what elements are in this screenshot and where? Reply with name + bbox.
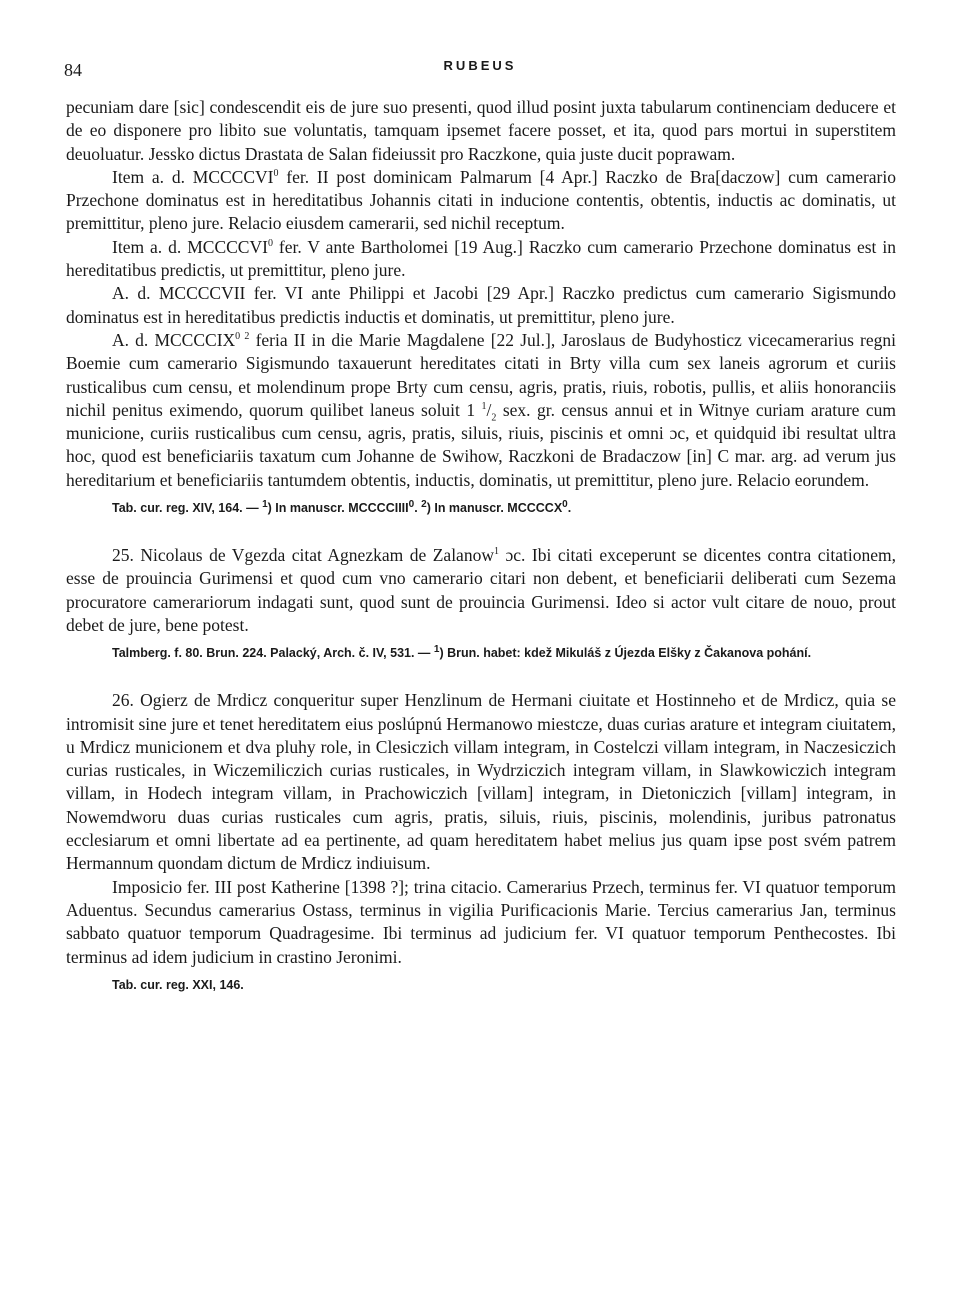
paragraph: Imposicio fer. III post Katherine [1398 ?]; trina citacio. Camerarius Przech, terminus fer. VI quatuor temporum Aduentus. Secundus camerarius Ostass, terminus in vigilia Purificacionis Marie. Tercius camerarius Jan, terminus sabbato quatuor temporum Quadragesime. Ibi terminus ad judicium fer. VI quatuor temporum Penthecostes. Ibi terminus ad idem judicium in crastino Jeronimi. (66, 876, 896, 967)
paragraph: pecuniam dare [sic] condescendit eis de jure suo presenti, quod illud posint juxta tabularum continenciam deducere et de eo disponere pro libito sue voluntatis, tamquam ipsemet facere posset, et ita, quod pars mortui in superstitem deuoluatur. Jessko dictus Drastata de Salan fideiussit pro Raczkone, quia juste ducit poprawam. (66, 97, 896, 164)
section-gap (66, 663, 896, 689)
page-body (66, 96, 896, 995)
paragraph: 26. Ogierz de Mrdicz conqueritur super Henzlinum de Hermani ciuitate et Hostinneho et de Mrdicz, quia se intromisit sine jure et tenet hereditatem eius poslúpnú Hermanowo miestcze, duas curias arature et integram ciuitatem, u Mrdicz municionem et dva pluhy role, in Clesiczich villam integram, in Costelczi villam integram, in Naczesiczich curias rusticales, in Wiczemiliczich curias rusticales, in Wydrziczich integram villam, in Slawkowiczich integram villam, in Hodech integram villam, in Prachowiczich [villam] integram, in Dietoniczich [villam] integram, in Nowemdworu duas curias rusticales cum agris, pratis, siluis, riuis, piscinis, molendinis, juribus patronatus ecclesiarum et omni libertate ad ea pertinente, ad quam hereditatem habet melius jus quam ipse post svém patrem Hermannum quondam dictum de Mrdicz indiuisum. (66, 690, 896, 874)
section-gap (66, 518, 896, 544)
paragraph: A. d. MCCCCVII fer. VI ante Philippi et Jacobi [29 Apr.] Raczko predictus cum camerario Sigismundo dominatus est in hereditatibus predictis inductis et dominatis, ut premittitur, pleno jure. (66, 283, 896, 327)
source-note: Talmberg. f. 80. Brun. 224. Palacký, Arch. č. IV, 531. — $^1$) Brun. habet: kdež Mikuláš z Újezda Elšky z Čakanova pohání. (112, 644, 812, 661)
running-head: RUBEUS (443, 58, 517, 73)
page-number: 84 (64, 60, 82, 80)
source-note: Tab. cur. reg. XIV, 164. — $^1$) In manuscr. MCCCCIIII$^0$. $^2$) In manuscr. MCCCCX$^0$. (112, 498, 572, 516)
source-note: Tab. cur. reg. XXI, 146. (112, 977, 244, 992)
paragraph: 25. Nicolaus de Vgezda citat Agnezkam de Zalanow$^1$ ɔc. Ibi citati exceperunt se dicentes contra citationem, esse de prouincia Gurimensi et quod cum vno camerario citari non debent, et beneficiarii deliberati cum Sezema procuratore camerariorum indagati sunt, quod sunt de prouincia Gurimensi. Ideo si actor vult citare de nouo, prout debet de jure, bene potest. (66, 545, 896, 635)
paragraph: A. d. $MCCCCIX^{0 2}$ feria II in die Marie Magdalene [22 Jul.], Jaroslaus de Budyhosticz vicecamerarius regni Boemie cum camerario Sigismundo taxauerunt hereditates citati in Brty villa cum sex laneis agrorum et curiis rusticalibus cum censu, et molendinum prope Brty cum censu, agris, pratis, riuis, robotis, pullis, et aliis honoranciis nichil penitus eximendo, quorum quilibet laneus soluit 1 $^1/_2$ sex. gr. census annui et in Witnye curiam arature cum municione, curiis rusticalibus cum censu, agris, pratis, siluis, riuis, piscinis et omni ɔc, et quidquid ibi resultat ultra hoc, quod est beneficiariis taxatum cum Johanne de Swihow, Raczkoni de Bradaczow [in] C mar. arg. ad verum jus hereditarium et beneficiariis tantumdem obtentis, inductis, dominatis, ut premittitur, pleno jure. Relacio eorundem. (66, 329, 896, 490)
paragraph: Item a. d. MCCCCVI$^0$ fer. II post dominicam Palmarum [4 Apr.] Raczko de Bra[daczow] cum camerario Przechone dominatus est in hereditatibus Johannis citati in inducione contentis, obtentis, inductis ac dominatis, ut premittitur, pleno jure. Relacio eiusdem camerarii, sed nichil receptum. (66, 166, 896, 234)
page-header (0, 50, 960, 80)
paragraph: Item a. d. MCCCCVI$^0$ fer. V ante Bartholomei [19 Aug.] Raczko cum camerario Przechone dominatus est in hereditatibus predictis, ut premittitur, pleno jure. (66, 236, 896, 281)
